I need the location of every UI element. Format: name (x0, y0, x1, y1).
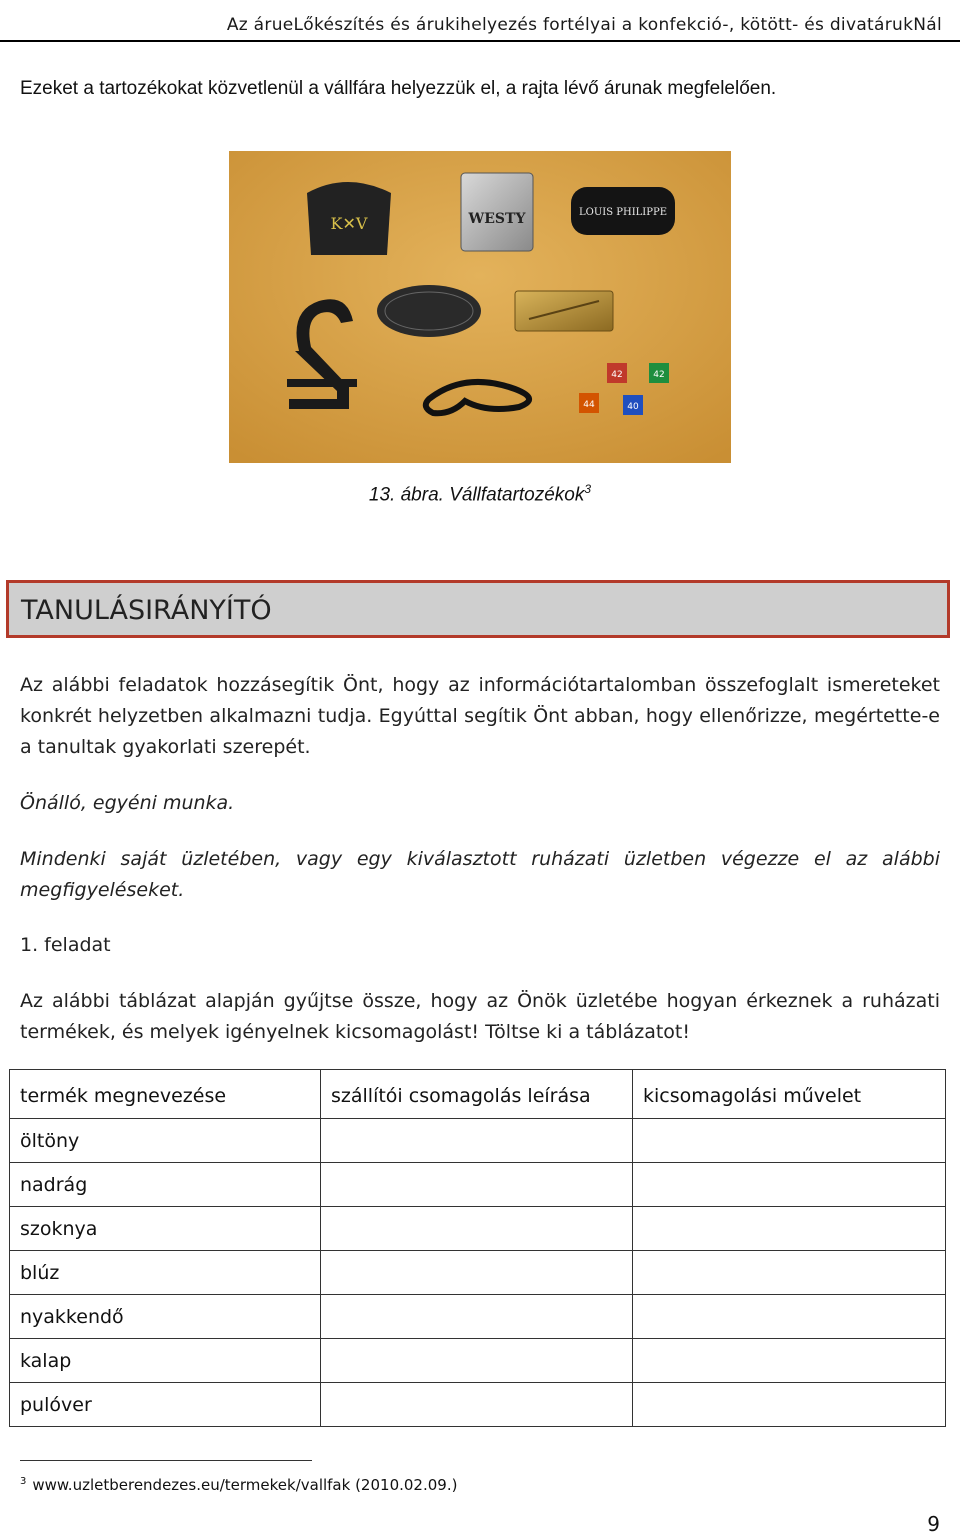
oval-badge (377, 285, 481, 337)
product-name-cell: pulóver (10, 1383, 321, 1427)
table-row (10, 1383, 946, 1427)
unpacking-cell[interactable] (633, 1295, 946, 1339)
product-name-cell: szoknya (10, 1207, 321, 1251)
louis-philippe-label: LOUIS PHILIPPE (579, 207, 667, 218)
packaging-cell[interactable] (321, 1339, 633, 1383)
product-name-cell: blúz (10, 1251, 321, 1295)
column-header-packaging: szállítói csomagolás leírása (321, 1070, 633, 1119)
figure-caption (0, 482, 960, 506)
unpacking-cell[interactable] (633, 1207, 946, 1251)
svg-text:42: 42 (611, 370, 623, 380)
footnote-rule (20, 1460, 312, 1461)
unpacking-cell[interactable] (633, 1383, 946, 1427)
table-row (10, 1339, 946, 1383)
table-row (10, 1251, 946, 1295)
figure-footnote-ref: 3 (584, 482, 592, 496)
task-text: Az alábbi táblázat alapján gyűjtse össze, hogy az Önök üzletébe hogyan érkeznek a ruházati termékek, és melyek igényelnek kicsomagolást! Töltse ki a táblázatot! (20, 990, 940, 1043)
work-note-text: Mindenki saját üzletében, vagy egy kiválasztott ruházati üzletben végezze el az alábbi megfigyeléseket. (20, 848, 940, 901)
unpacking-cell[interactable] (633, 1119, 946, 1163)
unpacking-cell[interactable] (633, 1339, 946, 1383)
table-header-row (10, 1070, 946, 1119)
table-row (10, 1207, 946, 1251)
footnote-link[interactable]: www.uzletberendezes.eu/termekek/vallfak (2010.02.09.) (32, 1476, 458, 1494)
svg-text:42: 42 (653, 370, 665, 380)
svg-text:44: 44 (583, 400, 595, 410)
packaging-cell[interactable] (321, 1163, 633, 1207)
unpacking-cell[interactable] (633, 1251, 946, 1295)
packaging-cell[interactable] (321, 1295, 633, 1339)
figure-caption-text: 13. ábra. Vállfatartozékok (368, 484, 585, 506)
packaging-cell[interactable] (321, 1383, 633, 1427)
observation-table (9, 1069, 946, 1427)
photo-svg (229, 151, 731, 463)
column-header-unpacking: kicsomagolási művelet (633, 1070, 946, 1119)
task-title: 1. feladat (20, 934, 111, 956)
work-mode-text: Önálló, egyéni munka. (20, 792, 235, 814)
page-number: 9 (927, 1512, 940, 1536)
packaging-cell[interactable] (321, 1119, 633, 1163)
instructions-paragraph: Az alábbi feladatok hozzásegítik Önt, hogy az információtartalomban összefoglalt ismereteket konkrét helyzetben alkalmazni tudja. Egyúttal segítik Önt abban, hogy ellenőrizze, megértette-e a tanultak gyakorlati szerepét. (20, 674, 940, 758)
unpacking-cell[interactable] (633, 1163, 946, 1207)
product-name-cell: kalap (10, 1339, 321, 1383)
learning-guide-title: TANULÁSIRÁNYÍTÓ (21, 595, 272, 626)
footnote (20, 1476, 457, 1494)
table-row (10, 1119, 946, 1163)
table-row (10, 1163, 946, 1207)
table-row (10, 1295, 946, 1339)
packaging-cell[interactable] (321, 1207, 633, 1251)
intro-text: Ezeket a tartozékokat közvetlenül a vállfára helyezzük el, a rajta lévő árunak megfelelően. (20, 78, 777, 99)
svg-text:40: 40 (627, 402, 639, 412)
footnote-number: 3 (20, 1476, 27, 1487)
header-title: Az árueLőkészítés és árukihelyezés fortélyai a konfekció-, kötött- és divatárukNál (226, 15, 942, 35)
packaging-cell[interactable] (321, 1251, 633, 1295)
hanger-accessories-photo (229, 151, 731, 463)
product-name-cell: nyakkendő (10, 1295, 321, 1339)
westy-label: WESTY (468, 211, 526, 227)
page-header (0, 0, 960, 42)
header-rule (0, 40, 960, 42)
learning-guide-box (6, 580, 950, 638)
product-name-cell: nadrág (10, 1163, 321, 1207)
product-name-cell: öltöny (10, 1119, 321, 1163)
column-header-product: termék megnevezése (10, 1070, 321, 1119)
kv-crest-label: K✕V (330, 214, 368, 233)
